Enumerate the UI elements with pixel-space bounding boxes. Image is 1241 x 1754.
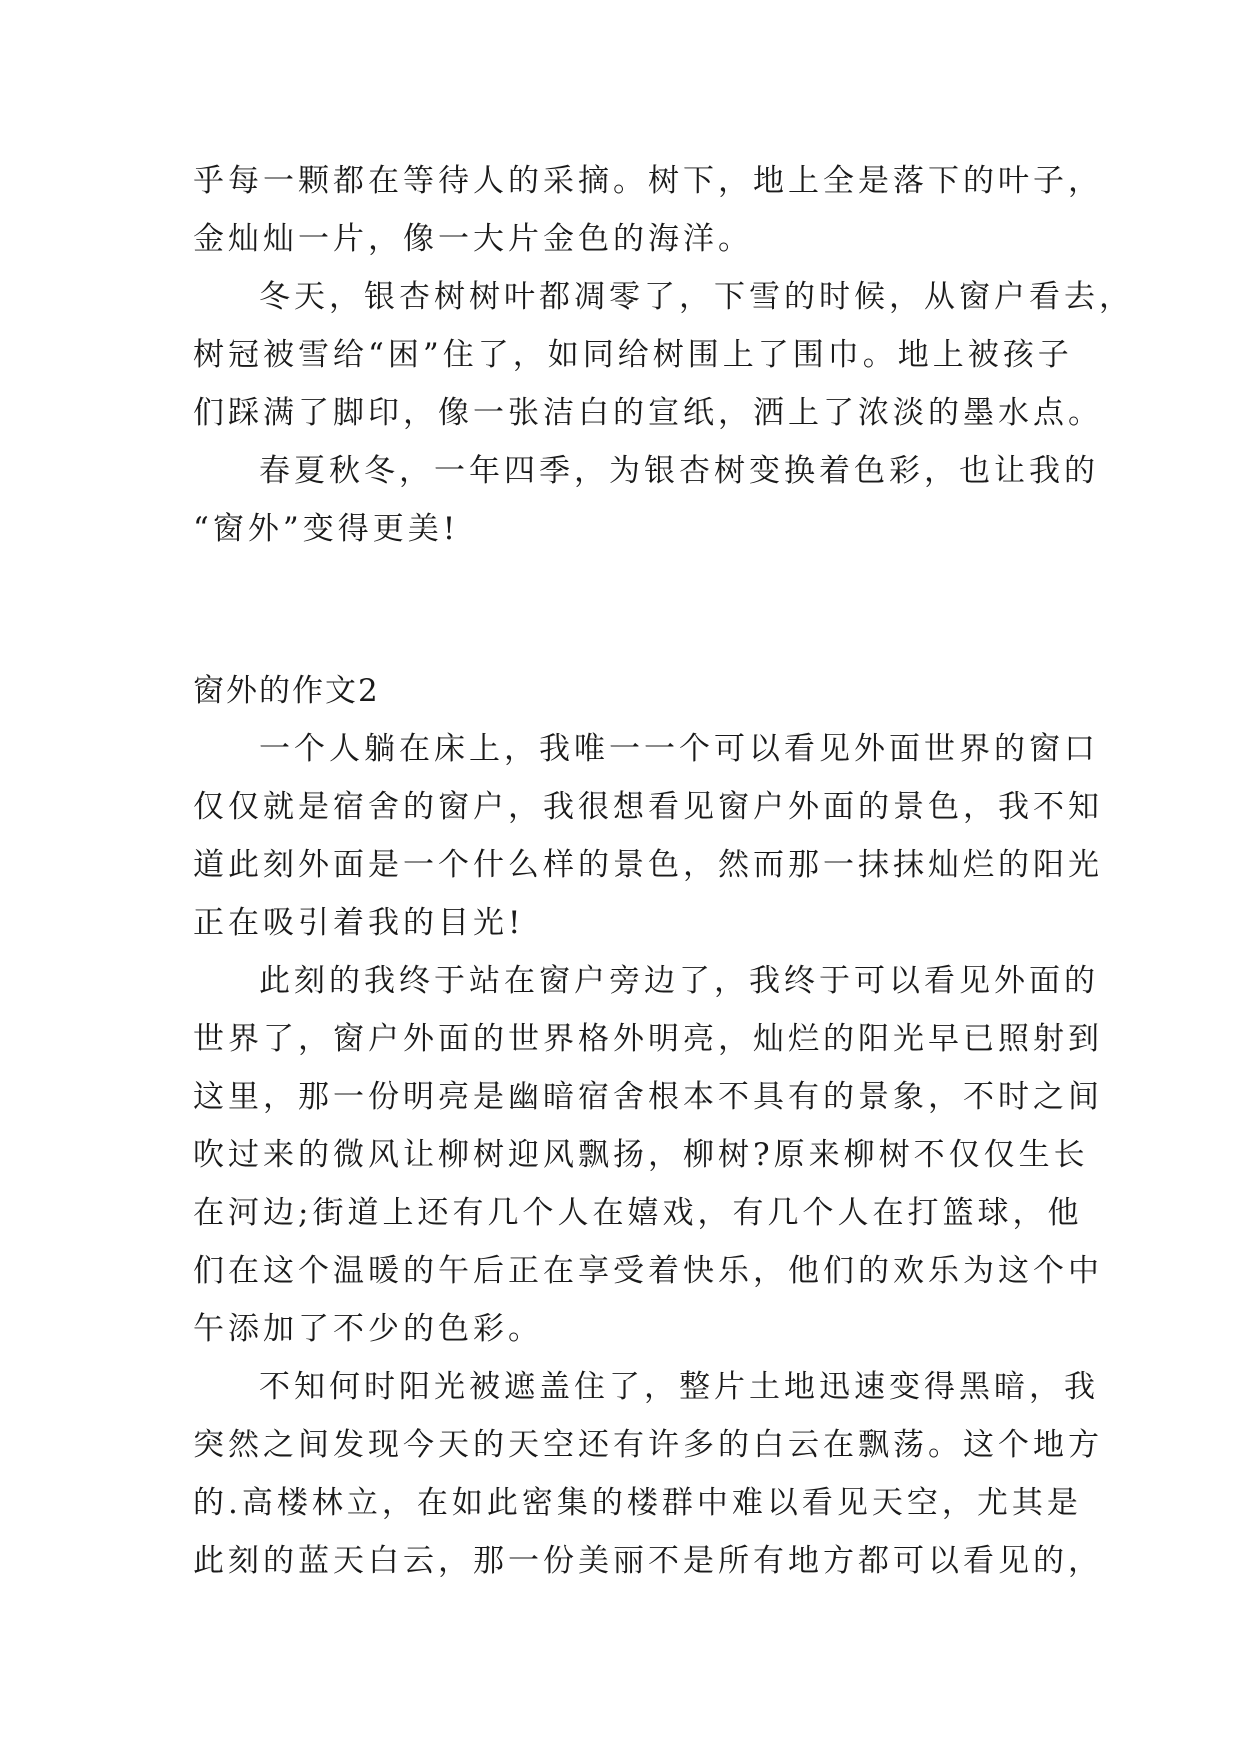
text-line: 吹过来的微风让柳树迎风飘扬，柳树?原来柳树不仅仅生长 [193,1137,1089,1173]
text-line: 树冠被雪给“困”住了，如同给树围上了围巾。地上被孩子 [193,337,1073,373]
text-line: 们踩满了脚印，像一张洁白的宣纸，洒上了浓淡的墨水点。 [193,395,1103,431]
text-line: 此刻的我终于站在窗户旁边了，我终于可以看见外面的 [259,963,1099,999]
text-line: 不知何时阳光被遮盖住了，整片土地迅速变得黑暗，我 [259,1369,1099,1405]
text-line: 世界了，窗户外面的世界格外明亮，灿烂的阳光早已照射到 [193,1021,1103,1057]
text-line: 此刻的蓝天白云，那一份美丽不是所有地方都可以看见的， [193,1543,1103,1579]
text-line: 乎每一颗都在等待人的采摘。树下，地上全是落下的叶子， [193,163,1103,199]
text-line: 春夏秋冬，一年四季，为银杏树变换着色彩，也让我的 [259,453,1099,489]
text-line: 一个人躺在床上，我唯一一个可以看见外面世界的窗口 [259,731,1099,767]
text-line: 冬天，银杏树树叶都凋零了，下雪的时候，从窗户看去， [259,279,1134,315]
paragraph [193,1358,1103,1590]
section-spacer [193,558,1053,662]
text-line: 突然之间发现今天的天空还有许多的白云在飘荡。这个地方 [193,1427,1103,1463]
text-line: 仅仅就是宿舍的窗户，我很想看见窗户外面的景色，我不知 [193,789,1103,825]
paragraph [193,952,1103,1358]
text-line: 在河边;街道上还有几个人在嬉戏，有几个人在打篮球，他 [193,1195,1083,1231]
text-line: 们在这个温暖的午后正在享受着快乐，他们的欢乐为这个中 [193,1253,1103,1289]
essay-title: 窗外的作文2 [193,673,380,709]
text-line: 道此刻外面是一个什么样的景色，然而那一抹抹灿烂的阳光 [193,847,1103,883]
paragraph [193,152,1103,268]
text-line: “窗外”变得更美! [193,511,460,547]
text-line: 正在吸引着我的目光! [193,905,525,941]
text-line: 午添加了不少的色彩。 [193,1311,543,1347]
paragraph [193,268,1134,442]
text-line: 的.高楼林立，在如此密集的楼群中难以看见天空，尤其是 [193,1485,1082,1521]
text-line: 金灿灿一片，像一大片金色的海洋。 [193,221,753,257]
paragraph [193,442,1099,558]
paragraph [193,720,1103,952]
text-line: 这里，那一份明亮是幽暗宿舍根本不具有的景象，不时之间 [193,1079,1103,1115]
essay-body [193,152,1134,1590]
